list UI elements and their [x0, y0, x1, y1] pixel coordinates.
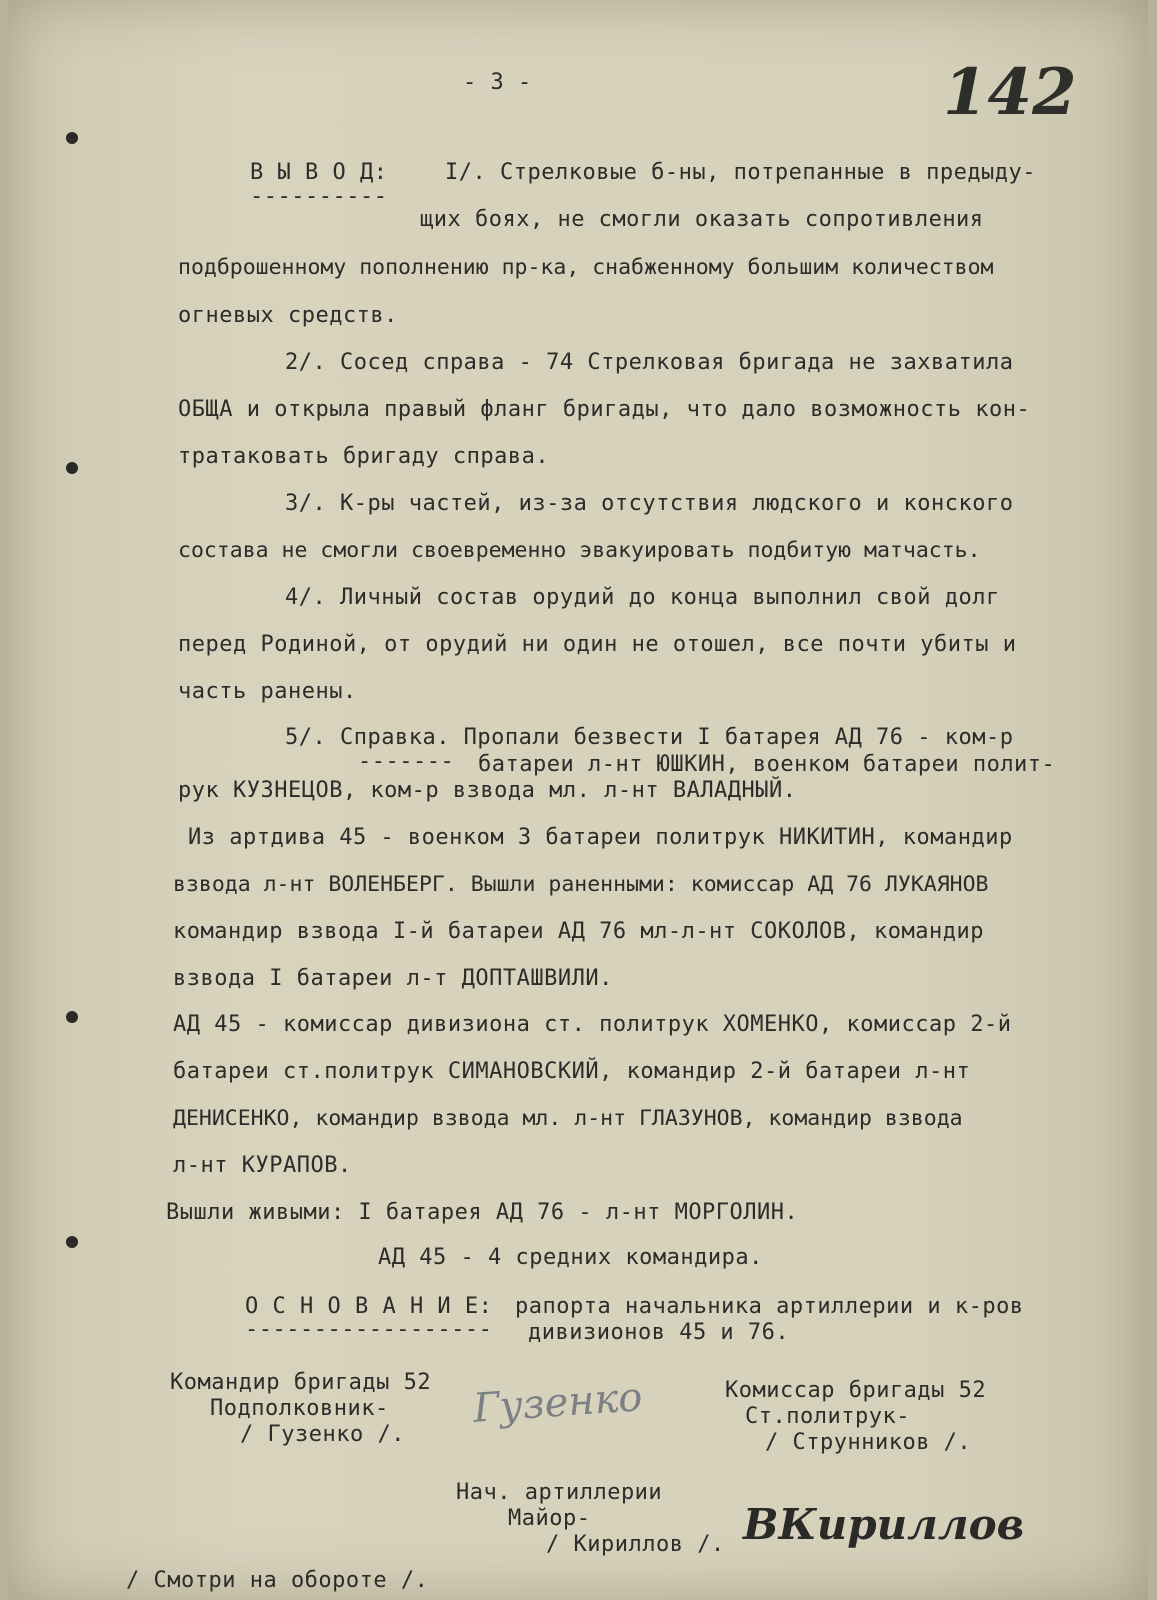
conclusion-heading: В Ы В О Д: — [250, 160, 388, 185]
text-line: огневых средств. — [178, 303, 398, 328]
text-line: перед Родиной, от орудий ни один не отошел, все почти убиты и — [178, 632, 1017, 657]
commissar-rank: Ст.политрук- — [745, 1404, 910, 1429]
text-line: тратаковать бригаду справа. — [178, 444, 550, 469]
commander-name: / Гузенко /. — [240, 1422, 405, 1447]
heading-underline: ---------- — [250, 184, 388, 209]
text-line: АД 45 - комиссар дивизиона ст. политрук ХОМЕНКО, комиссар 2-й — [173, 1012, 1012, 1037]
text-line: ОБЩА и открыла правый фланг бригады, что дало возможность кон- — [178, 397, 1031, 422]
text-line: л-нт КУРАПОВ. — [173, 1153, 352, 1178]
text-line: АД 45 - 4 средних командира. — [378, 1245, 763, 1270]
text-line: состава не смогли своевременно эвакуировать подбитую матчасть. — [178, 538, 981, 563]
commander-signature: Гузенко — [471, 1374, 644, 1432]
basis-label: О С Н О В А Н И Е: — [245, 1294, 493, 1319]
text-line: часть ранены. — [178, 679, 357, 704]
artillery-signature: ВКириллов — [743, 1500, 1025, 1549]
text-line: 2/. Сосед справа - 74 Стрелковая бригада не захватила — [285, 350, 1014, 375]
binder-hole — [66, 132, 78, 144]
artillery-title: Нач. артиллерии — [456, 1480, 663, 1505]
artillery-name: / Кириллов /. — [546, 1532, 725, 1557]
text-line: подброшенному пополнению пр-ка, снабженному большим количеством — [178, 255, 994, 280]
document-page — [8, 0, 1148, 1600]
text-line: 5/. Справка. Пропали безвести I батарея АД 76 - ком-р — [285, 725, 1014, 750]
commissar-title: Комиссар бригады 52 — [725, 1378, 987, 1403]
text-line: взвода I батареи л-т ДОПТАШВИЛИ. — [173, 966, 613, 991]
text-line: щих боях, не смогли оказать сопротивления — [420, 207, 984, 232]
text-line: рук КУЗНЕЦОВ, ком-р взвода мл. л-нт ВАЛАДНЫЙ. — [178, 778, 797, 803]
commander-rank: Подполковник- — [210, 1396, 389, 1421]
text-line: командир взвода I-й батареи АД 76 мл-л-нт СОКОЛОВ, командир — [173, 919, 984, 944]
binder-hole — [66, 1011, 78, 1023]
text-line: 3/. К-ры частей, из-за отсутствия людского и конского — [285, 491, 1014, 516]
archive-page-mark: 142 — [943, 55, 1077, 130]
commissar-name: / Струнников /. — [765, 1430, 972, 1455]
text-line: 4/. Личный состав орудий до конца выполнил свой долг — [285, 585, 1000, 610]
artillery-rank: Майор- — [508, 1506, 591, 1531]
basis-underline: ------------------ — [245, 1317, 493, 1342]
binder-hole — [66, 1236, 78, 1248]
text-line: батареи ст.политрук СИМАНОВСКИЙ, командир 2-й батареи л-нт — [173, 1059, 971, 1084]
footer-note: / Смотри на обороте /. — [126, 1568, 429, 1593]
binder-hole — [66, 462, 78, 474]
commander-title: Командир бригады 52 — [170, 1370, 432, 1395]
basis-text: рапорта начальника артиллерии и к-ров — [515, 1294, 1024, 1319]
basis-text: дивизионов 45 и 76. — [528, 1320, 790, 1345]
text-line: взвода л-нт ВОЛЕНБЕРГ. Вышли раненными: комиссар АД 76 ЛУКАЯНОВ — [173, 872, 989, 897]
reference-underline: ------- — [358, 749, 455, 774]
text-line: Из артдива 45 - военком 3 батареи политрук НИКИТИН, командир — [188, 825, 1013, 850]
text-line: ДЕНИСЕНКО, командир взвода мл. л-нт ГЛАЗУНОВ, командир взвода — [173, 1106, 963, 1131]
text-line: I/. Стрелковые б-ны, потрепанные в предыду- — [445, 160, 1037, 185]
text-line: батареи л-нт ЮШКИН, военком батареи полит- — [478, 752, 1056, 777]
page-number: - 3 - — [463, 70, 532, 95]
text-line: Вышли живыми: I батарея АД 76 - л-нт МОРГОЛИН. — [166, 1200, 799, 1225]
